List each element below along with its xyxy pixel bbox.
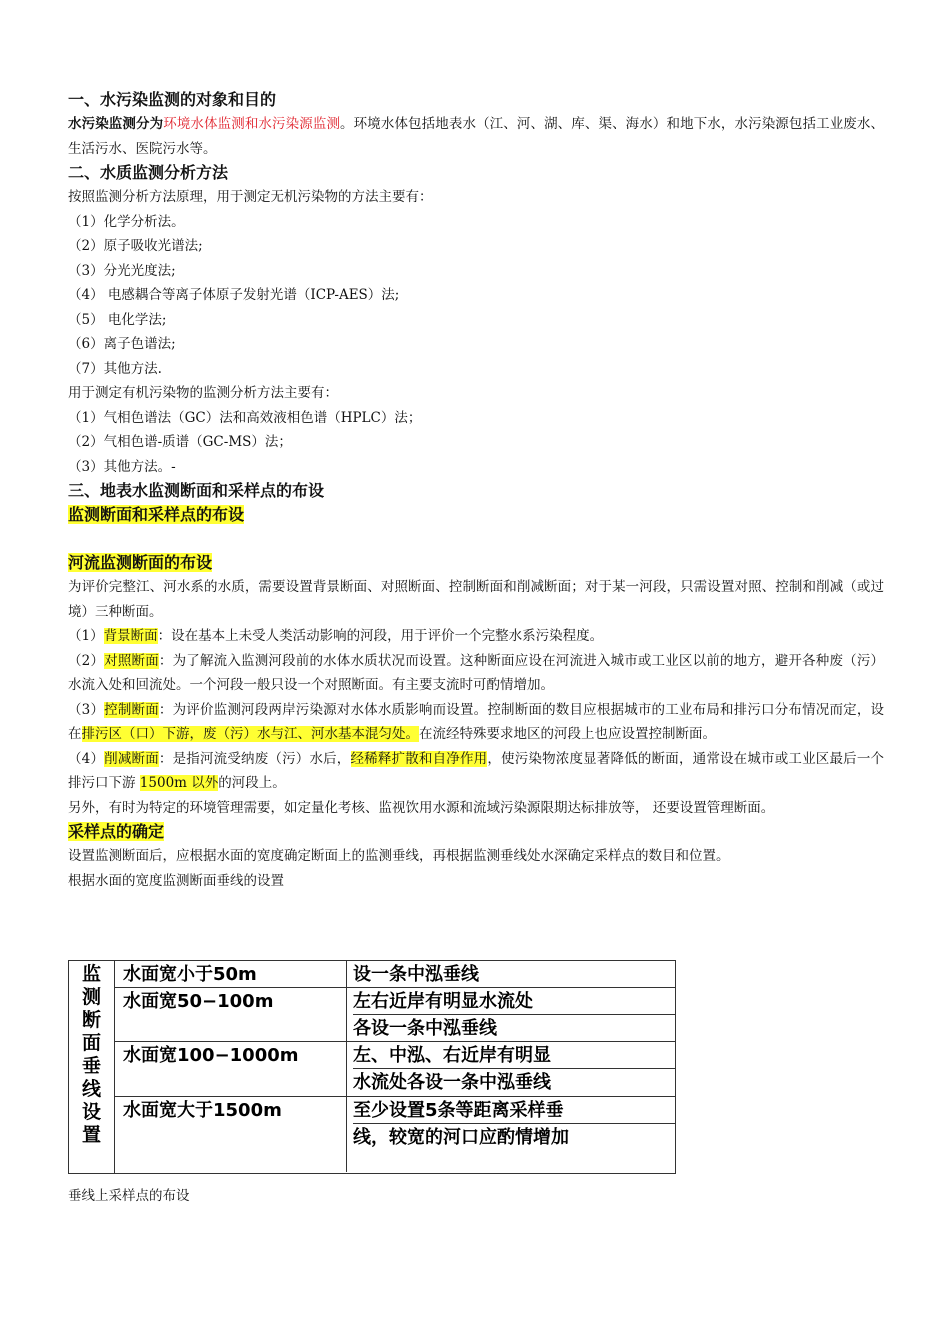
- table-cell-line: 设一条中泓垂线: [353, 964, 479, 985]
- inorganic-intro: 按照监测分析方法原理，用于测定无机污染物的方法主要有：: [68, 189, 433, 205]
- section-1-heading: 一、水污染监测的对象和目的: [68, 90, 277, 109]
- item-text: ：设在基本上未受人类活动影响的河段，用于评价一个完整水系污染程度。: [157, 628, 604, 644]
- reduction-section-item: [68, 747, 884, 796]
- item-text: ，使污染物浓度显著降低的断面，通常设在城市或工业区最后一个排污口下游: [68, 750, 885, 791]
- row-header-char: 监: [81, 963, 101, 985]
- sampling-paragraph: 设置监测断面后，应根据水面的宽度确定断面上的监测垂线，再根据监测垂线处水深确定采样点的数目和位置。: [68, 848, 730, 864]
- subheading-layout-text: 监测断面和采样点的布设: [68, 505, 245, 524]
- item-number: （3）: [68, 701, 105, 718]
- table-row: [115, 988, 675, 1042]
- list-item: （3）分光光度法;: [68, 262, 176, 279]
- background-section-item: [68, 624, 884, 649]
- text-highlight: 经稀释扩散和自净作用: [350, 750, 488, 767]
- table-cell-lines: [347, 961, 675, 987]
- row-header-char: 面: [81, 1032, 101, 1054]
- list-item: （7）其他方法.: [68, 360, 162, 377]
- list-item: （2）原子吸收光谱法;: [68, 238, 203, 254]
- control-reference-section-item: [68, 649, 884, 698]
- vertical-lines-table: [68, 960, 676, 1174]
- monitoring-categories-label: 水污染监测分为: [68, 116, 164, 132]
- monitoring-categories-text: 。环境水体包括地表水（江、河、湖、库、渠、海水）和地下水，水污染源包括工业废水、生活污水、医院污水等。: [68, 116, 885, 157]
- term-highlight: 背景断面: [103, 628, 158, 644]
- table-cell-width: 水面宽小于50m: [115, 961, 347, 987]
- table-cell-line: 水流处各设一条中泓垂线: [353, 1072, 551, 1093]
- table-cell-lines: [347, 988, 675, 1041]
- table-row: [115, 1097, 675, 1172]
- subheading-layout: [68, 503, 884, 527]
- list-item: （6）离子色谱法;: [68, 336, 176, 352]
- table-row-header: [69, 961, 115, 1173]
- row-header-char: 置: [81, 1124, 101, 1146]
- after-table-text: 垂线上采样点的布设: [68, 1188, 190, 1204]
- item-number: （1）: [68, 628, 104, 644]
- table-cell-width: 水面宽100−1000m: [115, 1042, 347, 1096]
- table-cell-line: 至少设置5条等距离采样垂: [353, 1097, 675, 1124]
- subheading-sampling-points: [68, 820, 884, 844]
- row-header-char: 断: [81, 1009, 101, 1031]
- text-highlight: 排污区（口）下游，废（污）水与江、河水基本混匀处。: [81, 726, 419, 742]
- table-cell-width: 水面宽大于1500m: [115, 1097, 347, 1172]
- item-text: 在流经特殊要求地区的河段上也应设置控制断面。: [419, 726, 716, 742]
- row-header-char: 垂: [81, 1055, 101, 1077]
- table-cell-lines: [347, 1042, 675, 1096]
- item-text: ：为评价监测河段两岸污染源对水体水质影响而设置。控制断面的数目应根据城市的工业布局和排污口分布情况而定，设在: [68, 701, 885, 742]
- row-header-char: 设: [81, 1101, 101, 1123]
- subheading-sampling-points-text: 采样点的确定: [68, 822, 165, 841]
- subheading-river-sections-text: 河流监测断面的布设: [68, 553, 213, 572]
- table-caption: 根据水面的宽度监测断面垂线的设置: [68, 872, 284, 889]
- section-1-paragraph: [68, 112, 884, 161]
- item-number: （4）: [68, 750, 105, 767]
- table-cell-width: 水面宽50−100m: [115, 988, 347, 1041]
- table-cell-line: 左右近岸有明显水流处: [353, 988, 675, 1015]
- term-highlight: 对照断面: [104, 652, 159, 669]
- list-item: （1）气相色谱法（GC）法和高效液相色谱（HPLC）法；: [68, 409, 422, 426]
- organic-intro: 用于测定有机污染物的监测分析方法主要有：: [68, 385, 338, 401]
- management-section-paragraph: 另外，有时为特定的环境管理需要，如定量化考核、监视饮用水源和流域污染源限期达标排放等， 还要设置管理断面。: [68, 799, 775, 816]
- table-cell-line: 线，较宽的河口应酌情增加: [353, 1127, 569, 1148]
- row-header-char: 测: [81, 986, 101, 1008]
- list-item: （4） 电感耦合等离子体原子发射光谱（ICP-AES）法;: [68, 287, 400, 303]
- section-2-heading: 二、水质监测分析方法: [68, 163, 229, 182]
- list-item: （5） 电化学法;: [68, 311, 167, 328]
- table-row: [115, 1042, 675, 1097]
- table-cell-line: 左、中泓、右近岸有明显: [353, 1042, 675, 1069]
- control-section-item: [68, 698, 884, 747]
- river-sections-intro: 为评价完整江、河水系的水质，需要设置背景断面、对照断面、控制断面和削减断面；对于某一河段，只需设置对照、控制和削减（或过境）三种断面。: [68, 579, 884, 620]
- subheading-river-sections: [68, 551, 884, 575]
- item-text: ：为了解流入监测河段前的水体水质状况而设置。这种断面应设在河流进入城市或工业区以前的地方，避开各种废（污）水流入处和回流处。一个河段一般只设一个对照断面。有主要支流时可酌情增加。: [68, 652, 885, 693]
- section-3-heading: 三、地表水监测断面和采样点的布设: [68, 481, 325, 500]
- list-item: （2）气相色谱-质谱（GC-MS）法；: [68, 434, 292, 450]
- table-row: [115, 961, 675, 988]
- row-header-char: 线: [81, 1078, 101, 1100]
- monitoring-categories-red: 环境水体监测和水污染源监测: [163, 116, 341, 132]
- term-highlight: 控制断面: [104, 701, 159, 718]
- term-highlight: 削减断面: [104, 750, 159, 767]
- list-item: （3）其他方法。-: [68, 458, 176, 475]
- text-highlight: 1500m 以外: [139, 775, 219, 791]
- table-cell-lines: [347, 1097, 675, 1172]
- table-cell-line: 各设一条中泓垂线: [353, 1018, 497, 1039]
- item-text: ：是指河流受纳废（污）水后，: [158, 750, 351, 767]
- item-text: 的河段上。: [218, 775, 286, 791]
- list-item: （1）化学分析法。: [68, 213, 185, 230]
- item-number: （2）: [68, 652, 105, 669]
- document-body: [68, 88, 884, 893]
- spacer: [68, 527, 884, 551]
